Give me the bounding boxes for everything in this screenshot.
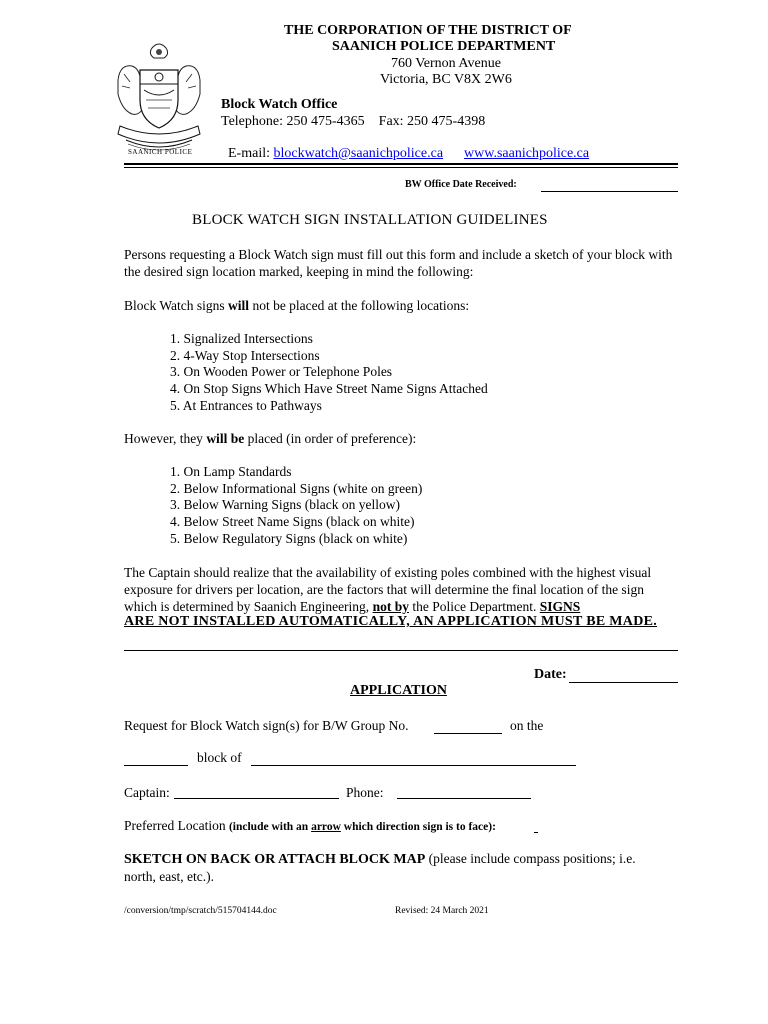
list-item: 5. At Entrances to Pathways — [170, 397, 322, 413]
placed-heading: However, they will be placed (in order of preference): — [124, 431, 417, 446]
intro-paragraph: Persons requesting a Block Watch sign must fill out this form and include a sketch of your block with the desired sign location marked, keeping in mind the following: — [124, 247, 673, 279]
office-date-received-label: BW Office Date Received: — [405, 179, 517, 190]
corporation-heading: THE CORPORATION OF THE DISTRICT OF — [284, 23, 572, 38]
email-link[interactable]: blockwatch@saanichpolice.ca — [273, 146, 444, 161]
email-label: E-mail: — [228, 146, 274, 161]
date-label: Date: — [534, 667, 567, 682]
request-label: Request for Block Watch sign(s) for B/W Group No. — [124, 718, 409, 733]
captain-phone-field[interactable] — [397, 798, 531, 799]
list-item: 2. 4-Way Stop Intersections — [170, 347, 320, 363]
list-item: 2. Below Informational Signs (white on green) — [170, 480, 423, 496]
phone-fax-line: Telephone: 250 475-4365 Fax: 250 475-4398 — [221, 114, 486, 129]
crest-caption: SAANICH POLICE — [128, 148, 193, 156]
not-placed-heading: Block Watch signs will not be placed at the following locations: — [124, 298, 470, 313]
captain-paragraph: The Captain should realize that the availability of existing poles combined with the highest visual exposure for drivers per location, are the factors that will determine the final location of the sign which is determined by Saanich Engineering, not by the Police Department. SIGNS — [124, 565, 652, 614]
office-date-received-field[interactable] — [541, 191, 678, 192]
block-of-label: block of — [197, 750, 242, 765]
block-number-field[interactable] — [124, 765, 188, 766]
list-item: 4. Below Street Name Signs (black on white) — [170, 514, 415, 530]
list-item: 5. Below Regulatory Signs (black on white) — [170, 530, 408, 546]
captain-name-field[interactable] — [174, 798, 339, 799]
signs-warning: ARE NOT INSTALLED AUTOMATICALLY, AN APPLICATION MUST BE MADE. — [124, 614, 658, 629]
address-street: 760 Vernon Avenue — [391, 56, 501, 71]
list-item: 1. On Lamp Standards — [170, 464, 292, 479]
not-by-emphasis: not by — [372, 598, 409, 614]
date-field[interactable] — [569, 682, 678, 683]
preferred-location-field[interactable] — [534, 832, 538, 833]
footer-file-path: /conversion/tmp/scratch/515704144.doc — [124, 906, 277, 916]
sketch-instruction: SKETCH ON BACK OR ATTACH BLOCK MAP (please include compass positions; i.e. north, east, etc.). — [124, 851, 636, 884]
list-item: 4. On Stop Signs Which Have Street Name Signs Attached — [170, 381, 488, 397]
captain-label: Captain: — [124, 785, 170, 800]
header-rule — [124, 163, 678, 165]
street-name-field[interactable] — [251, 765, 576, 766]
saanich-police-crest-logo — [112, 40, 206, 166]
website-link[interactable]: www.saanichpolice.ca — [464, 146, 590, 161]
email-line — [221, 130, 589, 162]
address-city: Victoria, BC V8X 2W6 — [380, 72, 512, 87]
section-divider — [124, 650, 678, 651]
on-the-label: on the — [510, 718, 544, 733]
page-title: BLOCK WATCH SIGN INSTALLATION GUIDELINES — [192, 212, 548, 228]
placed-list — [170, 464, 422, 548]
application-title: APPLICATION — [350, 683, 447, 698]
header-rule-thin — [124, 167, 678, 168]
office-name: Block Watch Office — [221, 97, 338, 112]
preferred-location-line: Preferred Location (include with an arrow which direction sign is to face): — [124, 818, 496, 833]
phone-label: Phone: — [346, 785, 384, 800]
department-heading: SAANICH POLICE DEPARTMENT — [332, 39, 556, 54]
group-number-field[interactable] — [434, 733, 502, 734]
list-item: 3. Below Warning Signs (black on yellow) — [170, 497, 401, 513]
list-item: 3. On Wooden Power or Telephone Poles — [170, 364, 393, 380]
signs-warning-start: SIGNS — [539, 598, 581, 614]
arrow-emphasis: arrow — [311, 821, 341, 833]
footer-revised-date: Revised: 24 March 2021 — [395, 906, 489, 916]
list-item: 1. Signalized Intersections — [170, 331, 313, 346]
not-placed-list — [170, 331, 488, 415]
